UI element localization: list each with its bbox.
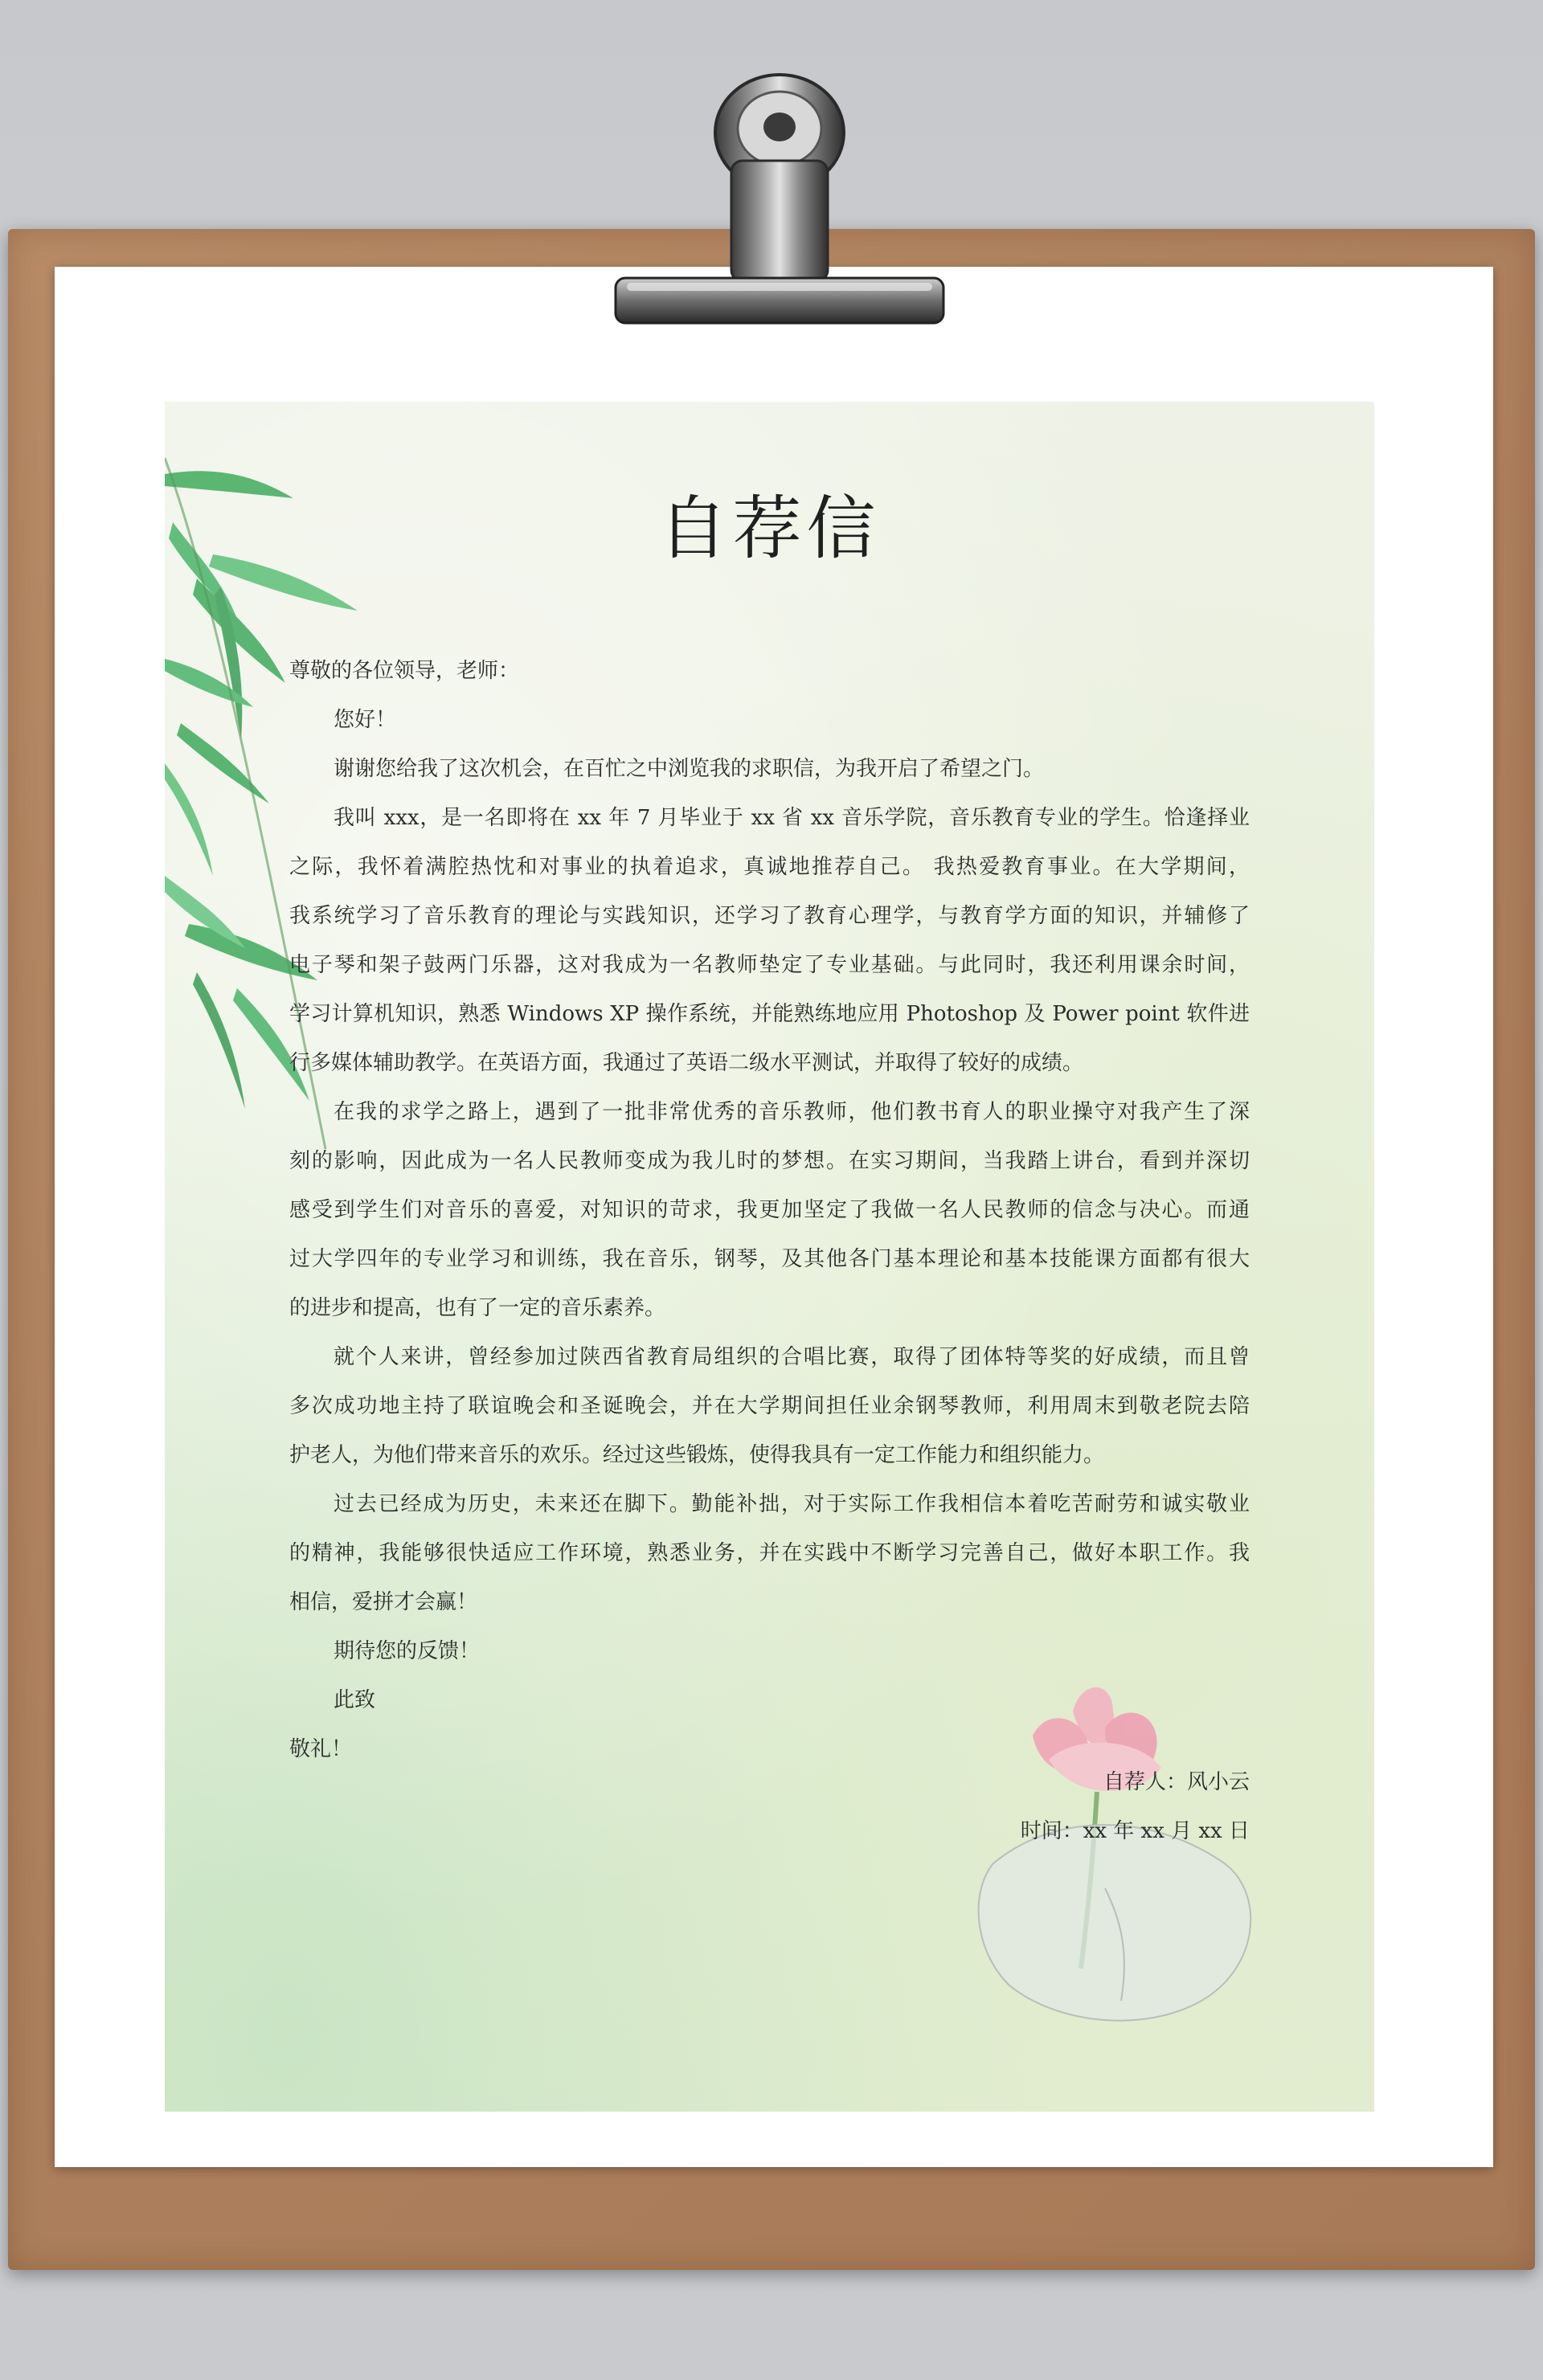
letter-line: 学习计算机知识，熟悉 Windows XP 操作系统，并能熟练地应用 Photoshop 及 Power point 软件进	[289, 1002, 1250, 1026]
letter-line: 谢谢您给我了这次机会，在百忙之中浏览我的求职信，为我开启了希望之门。	[334, 757, 1045, 781]
letter-line: 期待您的反馈！	[334, 1639, 481, 1663]
signature-author: 自荐人：风小云	[1103, 1770, 1250, 1794]
binder-clip-icon	[611, 48, 948, 354]
letter-line: 我叫 xxx，是一名即将在 xx 年 7 月毕业于 xx 省 xx 音乐学院，音乐教育专业的学生。恰逢择业	[334, 806, 1250, 830]
letter-line: 就个人来讲，曾经参加过陕西省教育局组织的合唱比赛，取得了团体特等奖的好成绩，而且曾	[334, 1345, 1250, 1369]
letter-line: 电子琴和架子鼓两门乐器，这对我成为一名教师垫定了专业基础。与此同时，我还利用课余时间，	[289, 953, 1250, 977]
letter-line: 过大学四年的专业学习和训练，我在音乐，钢琴，及其他各门基本理论和基本技能课方面都有很大	[289, 1247, 1250, 1271]
letter-paper	[165, 402, 1374, 2112]
letter-line: 护老人，为他们带来音乐的欢乐。经过这些锻炼，使得我具有一定工作能力和组织能力。	[289, 1443, 1105, 1467]
letter-line: 尊敬的各位领导，老师：	[289, 659, 520, 683]
letter-title: 自荐信	[658, 489, 881, 569]
letter-line: 行多媒体辅助教学。在英语方面，我通过了英语二级水平测试，并取得了较好的成绩。	[289, 1051, 1084, 1075]
letter-line: 相信，爱拼才会赢！	[289, 1590, 478, 1614]
letter-line: 您好！	[334, 708, 397, 732]
signature-date: 时间：xx 年 xx 月 xx 日	[1020, 1819, 1250, 1843]
letter-line: 在我的求学之路上，遇到了一批非常优秀的音乐教师，他们教书育人的职业操守对我产生了深	[334, 1100, 1250, 1124]
letter-body	[289, 647, 1250, 1774]
letter-line: 感受到学生们对音乐的喜爱，对知识的苛求，我更加坚定了我做一名人民教师的信念与决心。而通	[289, 1198, 1250, 1222]
letter-line: 敬礼！	[289, 1737, 353, 1761]
letter-line: 的进步和提高，也有了一定的音乐素养。	[289, 1296, 666, 1320]
letter-line: 此致	[334, 1688, 376, 1712]
letter-line: 我系统学习了音乐教育的理论与实践知识，还学习了教育心理学，与教育学方面的知识，并辅修了	[289, 904, 1250, 928]
letter-line: 多次成功地主持了联谊晚会和圣诞晚会，并在大学期间担任业余钢琴教师，利用周末到敬老院去陪	[289, 1394, 1250, 1418]
letter-line: 之际，我怀着满腔热忱和对事业的执着追求，真诚地推荐自己。 我热爱教育事业。在大学期间，	[289, 855, 1250, 879]
letter-line: 过去已经成为历史，未来还在脚下。勤能补拙，对于实际工作我相信本着吃苦耐劳和诚实敬业	[334, 1492, 1250, 1516]
letter-line: 刻的影响，因此成为一名人民教师变成为我儿时的梦想。在实习期间，当我踏上讲台，看到并深切	[289, 1149, 1250, 1173]
letter-signature	[289, 1758, 1250, 1856]
letter-line: 的精神，我能够很快适应工作环境，熟悉业务，并在实践中不断学习完善自己，做好本职工作。我	[289, 1541, 1250, 1565]
